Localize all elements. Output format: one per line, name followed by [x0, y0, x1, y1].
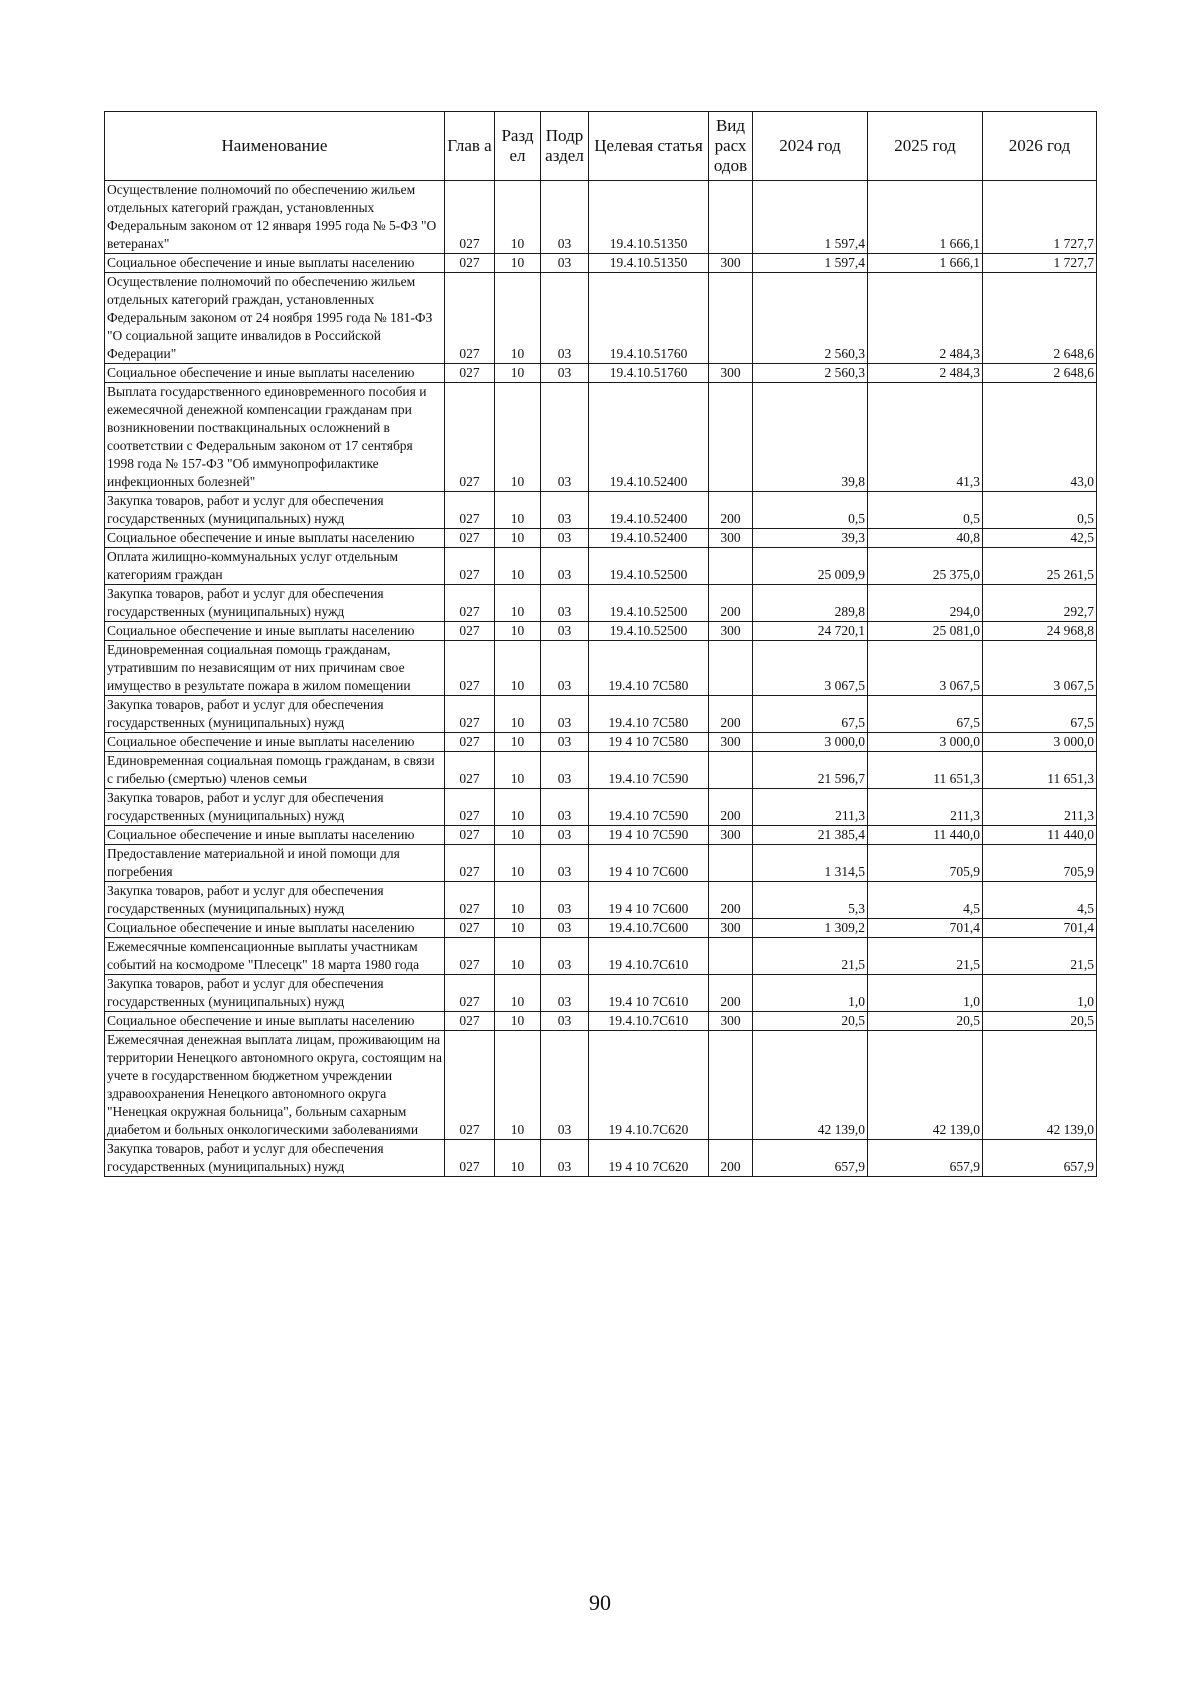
cell-section: 10 [495, 273, 541, 364]
table-row [105, 845, 1097, 882]
table-row [105, 938, 1097, 975]
cell-2024: 3 000,0 [753, 733, 868, 752]
cell-2025: 3 067,5 [868, 641, 983, 696]
cell-subsection: 03 [541, 585, 589, 622]
cell-kind: 200 [709, 882, 753, 919]
cell-name: Закупка товаров, работ и услуг для обеспечения государственных (муниципальных) нужд [105, 1140, 445, 1177]
cell-chapter: 027 [445, 273, 495, 364]
cell-name: Социальное обеспечение и иные выплаты населению [105, 254, 445, 273]
cell-subsection: 03 [541, 882, 589, 919]
cell-2024: 1 309,2 [753, 919, 868, 938]
table-row [105, 181, 1097, 254]
cell-2025: 0,5 [868, 492, 983, 529]
table-header-row [105, 112, 1097, 181]
cell-subsection: 03 [541, 492, 589, 529]
cell-target: 19 4.10.7С610 [589, 938, 709, 975]
cell-kind [709, 273, 753, 364]
cell-name: Ежемесячные компенсационные выплаты участникам событий на космодроме "Плесецк" 18 марта 1980 года [105, 938, 445, 975]
cell-target: 19.4.10.52400 [589, 492, 709, 529]
cell-section: 10 [495, 733, 541, 752]
cell-kind [709, 845, 753, 882]
cell-name: Социальное обеспечение и иные выплаты населению [105, 826, 445, 845]
cell-name: Закупка товаров, работ и услуг для обеспечения государственных (муниципальных) нужд [105, 696, 445, 733]
cell-2025: 11 440,0 [868, 826, 983, 845]
cell-kind: 300 [709, 364, 753, 383]
cell-kind: 200 [709, 696, 753, 733]
cell-2025: 21,5 [868, 938, 983, 975]
cell-kind [709, 181, 753, 254]
cell-kind [709, 752, 753, 789]
cell-2026: 2 648,6 [983, 364, 1097, 383]
cell-2024: 20,5 [753, 1012, 868, 1031]
cell-2024: 21 596,7 [753, 752, 868, 789]
cell-name: Закупка товаров, работ и услуг для обеспечения государственных (муниципальных) нужд [105, 882, 445, 919]
cell-2026: 3 067,5 [983, 641, 1097, 696]
cell-2026: 701,4 [983, 919, 1097, 938]
cell-target: 19.4.10.7С600 [589, 919, 709, 938]
page-number: 90 [589, 1590, 611, 1615]
cell-2024: 39,8 [753, 383, 868, 492]
cell-2024: 21 385,4 [753, 826, 868, 845]
cell-2026: 11 440,0 [983, 826, 1097, 845]
cell-target: 19.4.10.52400 [589, 383, 709, 492]
cell-target: 19.4.10.52500 [589, 622, 709, 641]
table-row [105, 919, 1097, 938]
cell-chapter: 027 [445, 641, 495, 696]
header-chapter: Глав а [445, 112, 495, 181]
cell-target: 19.4.10.51760 [589, 364, 709, 383]
cell-chapter: 027 [445, 548, 495, 585]
cell-subsection: 03 [541, 529, 589, 548]
cell-2026: 1,0 [983, 975, 1097, 1012]
cell-2026: 11 651,3 [983, 752, 1097, 789]
cell-chapter: 027 [445, 1012, 495, 1031]
cell-2024: 1 597,4 [753, 181, 868, 254]
cell-kind: 200 [709, 975, 753, 1012]
cell-section: 10 [495, 789, 541, 826]
cell-kind: 300 [709, 622, 753, 641]
cell-2025: 211,3 [868, 789, 983, 826]
cell-2025: 294,0 [868, 585, 983, 622]
cell-chapter: 027 [445, 696, 495, 733]
cell-name: Закупка товаров, работ и услуг для обеспечения государственных (муниципальных) нужд [105, 585, 445, 622]
cell-section: 10 [495, 826, 541, 845]
cell-section: 10 [495, 622, 541, 641]
header-2024: 2024 год [753, 112, 868, 181]
cell-2024: 24 720,1 [753, 622, 868, 641]
cell-section: 10 [495, 254, 541, 273]
cell-subsection: 03 [541, 1031, 589, 1140]
cell-2024: 657,9 [753, 1140, 868, 1177]
cell-chapter: 027 [445, 752, 495, 789]
cell-section: 10 [495, 1031, 541, 1140]
cell-name: Предоставление материальной и иной помощи для погребения [105, 845, 445, 882]
cell-chapter: 027 [445, 622, 495, 641]
table-row [105, 254, 1097, 273]
cell-target: 19 4 10 7С600 [589, 845, 709, 882]
cell-2024: 39,3 [753, 529, 868, 548]
cell-section: 10 [495, 585, 541, 622]
cell-chapter: 027 [445, 529, 495, 548]
table-row [105, 622, 1097, 641]
cell-2026: 1 727,7 [983, 181, 1097, 254]
cell-kind [709, 548, 753, 585]
header-section: Разд ел [495, 112, 541, 181]
cell-subsection: 03 [541, 181, 589, 254]
cell-2024: 0,5 [753, 492, 868, 529]
cell-section: 10 [495, 548, 541, 585]
table-row [105, 733, 1097, 752]
cell-section: 10 [495, 938, 541, 975]
cell-name: Закупка товаров, работ и услуг для обеспечения государственных (муниципальных) нужд [105, 975, 445, 1012]
table-row [105, 696, 1097, 733]
cell-subsection: 03 [541, 622, 589, 641]
cell-2025: 40,8 [868, 529, 983, 548]
cell-2025: 701,4 [868, 919, 983, 938]
cell-section: 10 [495, 529, 541, 548]
table-row [105, 789, 1097, 826]
cell-chapter: 027 [445, 975, 495, 1012]
cell-kind [709, 938, 753, 975]
cell-kind: 300 [709, 529, 753, 548]
cell-2026: 1 727,7 [983, 254, 1097, 273]
header-2025: 2025 год [868, 112, 983, 181]
cell-chapter: 027 [445, 1140, 495, 1177]
cell-2025: 1 666,1 [868, 254, 983, 273]
cell-kind: 200 [709, 492, 753, 529]
header-2026: 2026 год [983, 112, 1097, 181]
cell-kind [709, 383, 753, 492]
cell-2026: 2 648,6 [983, 273, 1097, 364]
cell-2025: 25 375,0 [868, 548, 983, 585]
table-row [105, 641, 1097, 696]
cell-2025: 3 000,0 [868, 733, 983, 752]
cell-chapter: 027 [445, 919, 495, 938]
cell-target: 19.4.10.51760 [589, 273, 709, 364]
cell-target: 19.4.10.52400 [589, 529, 709, 548]
table-row [105, 383, 1097, 492]
cell-chapter: 027 [445, 938, 495, 975]
cell-section: 10 [495, 364, 541, 383]
cell-target: 19.4.10.7С610 [589, 1012, 709, 1031]
cell-2026: 42 139,0 [983, 1031, 1097, 1140]
cell-target: 19.4.10.51350 [589, 254, 709, 273]
cell-kind: 200 [709, 1140, 753, 1177]
cell-target: 19 4 10 7С580 [589, 733, 709, 752]
cell-2024: 21,5 [753, 938, 868, 975]
cell-name: Социальное обеспечение и иные выплаты населению [105, 919, 445, 938]
cell-subsection: 03 [541, 919, 589, 938]
cell-2026: 3 000,0 [983, 733, 1097, 752]
cell-target: 19.4.10 7С580 [589, 696, 709, 733]
table-row [105, 364, 1097, 383]
cell-kind: 300 [709, 254, 753, 273]
cell-chapter: 027 [445, 789, 495, 826]
cell-2025: 2 484,3 [868, 273, 983, 364]
cell-2025: 1 666,1 [868, 181, 983, 254]
cell-2024: 1,0 [753, 975, 868, 1012]
cell-name: Ежемесячная денежная выплата лицам, проживающим на территории Ненецкого автономного округа, состоящим на учете в государственном бюджетном учреждении здравоохранения Ненецкого автономного округа "Ненецкая окружная больница", больным сахарным диабетом и больных онкологическими заболеваниями [105, 1031, 445, 1140]
cell-chapter: 027 [445, 1031, 495, 1140]
cell-chapter: 027 [445, 733, 495, 752]
cell-subsection: 03 [541, 383, 589, 492]
cell-2025: 41,3 [868, 383, 983, 492]
cell-chapter: 027 [445, 383, 495, 492]
cell-2024: 289,8 [753, 585, 868, 622]
cell-2024: 25 009,9 [753, 548, 868, 585]
cell-target: 19 4 10 7С620 [589, 1140, 709, 1177]
cell-kind: 300 [709, 1012, 753, 1031]
cell-kind: 300 [709, 826, 753, 845]
cell-name: Единовременная социальная помощь гражданам, утратившим по независящим от них причинам свое имущество в результате пожара в жилом помещении [105, 641, 445, 696]
cell-chapter: 027 [445, 254, 495, 273]
cell-target: 19.4.10 7С580 [589, 641, 709, 696]
cell-target: 19.4.10 7С590 [589, 752, 709, 789]
cell-target: 19.4 10 7С610 [589, 975, 709, 1012]
cell-subsection: 03 [541, 752, 589, 789]
cell-name: Социальное обеспечение и иные выплаты населению [105, 1012, 445, 1031]
cell-chapter: 027 [445, 585, 495, 622]
table-row [105, 826, 1097, 845]
budget-table [104, 111, 1097, 1177]
cell-2025: 4,5 [868, 882, 983, 919]
cell-subsection: 03 [541, 789, 589, 826]
cell-section: 10 [495, 181, 541, 254]
cell-section: 10 [495, 641, 541, 696]
cell-2026: 657,9 [983, 1140, 1097, 1177]
cell-2026: 705,9 [983, 845, 1097, 882]
cell-2026: 21,5 [983, 938, 1097, 975]
table-row [105, 1140, 1097, 1177]
cell-subsection: 03 [541, 696, 589, 733]
cell-name: Осуществление полномочий по обеспечению жильем отдельных категорий граждан, установленных Федеральным законом от 12 января 1995 года № 5-ФЗ "О ветеранах" [105, 181, 445, 254]
cell-name: Социальное обеспечение и иные выплаты населению [105, 733, 445, 752]
cell-2026: 20,5 [983, 1012, 1097, 1031]
table-row [105, 529, 1097, 548]
cell-target: 19 4.10.7С620 [589, 1031, 709, 1140]
cell-subsection: 03 [541, 845, 589, 882]
cell-kind: 200 [709, 789, 753, 826]
cell-2025: 25 081,0 [868, 622, 983, 641]
cell-2024: 3 067,5 [753, 641, 868, 696]
cell-subsection: 03 [541, 733, 589, 752]
cell-2024: 67,5 [753, 696, 868, 733]
table-row [105, 752, 1097, 789]
cell-section: 10 [495, 919, 541, 938]
cell-name: Закупка товаров, работ и услуг для обеспечения государственных (муниципальных) нужд [105, 789, 445, 826]
cell-subsection: 03 [541, 364, 589, 383]
header-name: Наименование [105, 112, 445, 181]
cell-chapter: 027 [445, 845, 495, 882]
cell-subsection: 03 [541, 826, 589, 845]
cell-section: 10 [495, 752, 541, 789]
cell-kind [709, 641, 753, 696]
cell-target: 19.4.10.52500 [589, 548, 709, 585]
cell-2026: 0,5 [983, 492, 1097, 529]
cell-2024: 2 560,3 [753, 364, 868, 383]
cell-chapter: 027 [445, 882, 495, 919]
cell-subsection: 03 [541, 641, 589, 696]
table-row [105, 273, 1097, 364]
cell-section: 10 [495, 1012, 541, 1031]
cell-kind: 300 [709, 733, 753, 752]
cell-section: 10 [495, 1140, 541, 1177]
cell-2026: 292,7 [983, 585, 1097, 622]
table-row [105, 882, 1097, 919]
cell-2025: 11 651,3 [868, 752, 983, 789]
cell-subsection: 03 [541, 548, 589, 585]
table-row [105, 585, 1097, 622]
cell-target: 19.4.10 7С590 [589, 789, 709, 826]
cell-subsection: 03 [541, 273, 589, 364]
table-row [105, 492, 1097, 529]
cell-target: 19 4 10 7С590 [589, 826, 709, 845]
cell-2026: 4,5 [983, 882, 1097, 919]
cell-name: Социальное обеспечение и иные выплаты населению [105, 364, 445, 383]
cell-section: 10 [495, 492, 541, 529]
cell-name: Оплата жилищно-коммунальных услуг отдельным категориям граждан [105, 548, 445, 585]
cell-chapter: 027 [445, 826, 495, 845]
header-target: Целевая статья [589, 112, 709, 181]
cell-2026: 67,5 [983, 696, 1097, 733]
cell-target: 19.4.10.51350 [589, 181, 709, 254]
cell-name: Социальное обеспечение и иные выплаты населению [105, 622, 445, 641]
table-row [105, 1031, 1097, 1140]
cell-kind: 300 [709, 919, 753, 938]
table-row [105, 975, 1097, 1012]
cell-name: Осуществление полномочий по обеспечению жильем отдельных категорий граждан, установленных Федеральным законом от 24 ноября 1995 года № 181-ФЗ "О социальной защите инвалидов в Российской Федерации" [105, 273, 445, 364]
cell-section: 10 [495, 383, 541, 492]
cell-2025: 20,5 [868, 1012, 983, 1031]
cell-2026: 43,0 [983, 383, 1097, 492]
cell-2025: 2 484,3 [868, 364, 983, 383]
table-body [105, 181, 1097, 1177]
cell-2025: 42 139,0 [868, 1031, 983, 1140]
cell-name: Выплата государственного единовременного пособия и ежемесячной денежной компенсации гражданам при возникновении поствакцинальных осложнений в соответствии с Федеральным законом от 17 сентября 1998 года № 157-ФЗ "Об иммунопрофилактике инфекционных болезней" [105, 383, 445, 492]
cell-name: Единовременная социальная помощь гражданам, в связи с гибелью (смертью) членов семьи [105, 752, 445, 789]
cell-section: 10 [495, 845, 541, 882]
cell-2024: 1 314,5 [753, 845, 868, 882]
cell-subsection: 03 [541, 254, 589, 273]
cell-2025: 1,0 [868, 975, 983, 1012]
cell-2025: 67,5 [868, 696, 983, 733]
cell-subsection: 03 [541, 938, 589, 975]
cell-subsection: 03 [541, 975, 589, 1012]
header-kind: Вид расх одов [709, 112, 753, 181]
cell-kind: 200 [709, 585, 753, 622]
cell-2026: 42,5 [983, 529, 1097, 548]
cell-2026: 25 261,5 [983, 548, 1097, 585]
table-row [105, 1012, 1097, 1031]
cell-target: 19 4 10 7С600 [589, 882, 709, 919]
cell-2024: 5,3 [753, 882, 868, 919]
cell-subsection: 03 [541, 1012, 589, 1031]
cell-section: 10 [495, 696, 541, 733]
cell-subsection: 03 [541, 1140, 589, 1177]
header-subsection: Подр аздел [541, 112, 589, 181]
cell-name: Социальное обеспечение и иные выплаты населению [105, 529, 445, 548]
cell-name: Закупка товаров, работ и услуг для обеспечения государственных (муниципальных) нужд [105, 492, 445, 529]
cell-chapter: 027 [445, 364, 495, 383]
cell-2024: 211,3 [753, 789, 868, 826]
cell-chapter: 027 [445, 492, 495, 529]
cell-2026: 211,3 [983, 789, 1097, 826]
cell-target: 19.4.10.52500 [589, 585, 709, 622]
cell-section: 10 [495, 975, 541, 1012]
cell-2024: 1 597,4 [753, 254, 868, 273]
cell-kind [709, 1031, 753, 1140]
cell-2025: 705,9 [868, 845, 983, 882]
cell-section: 10 [495, 882, 541, 919]
cell-2024: 42 139,0 [753, 1031, 868, 1140]
cell-2026: 24 968,8 [983, 622, 1097, 641]
cell-2025: 657,9 [868, 1140, 983, 1177]
cell-chapter: 027 [445, 181, 495, 254]
cell-2024: 2 560,3 [753, 273, 868, 364]
table-row [105, 548, 1097, 585]
